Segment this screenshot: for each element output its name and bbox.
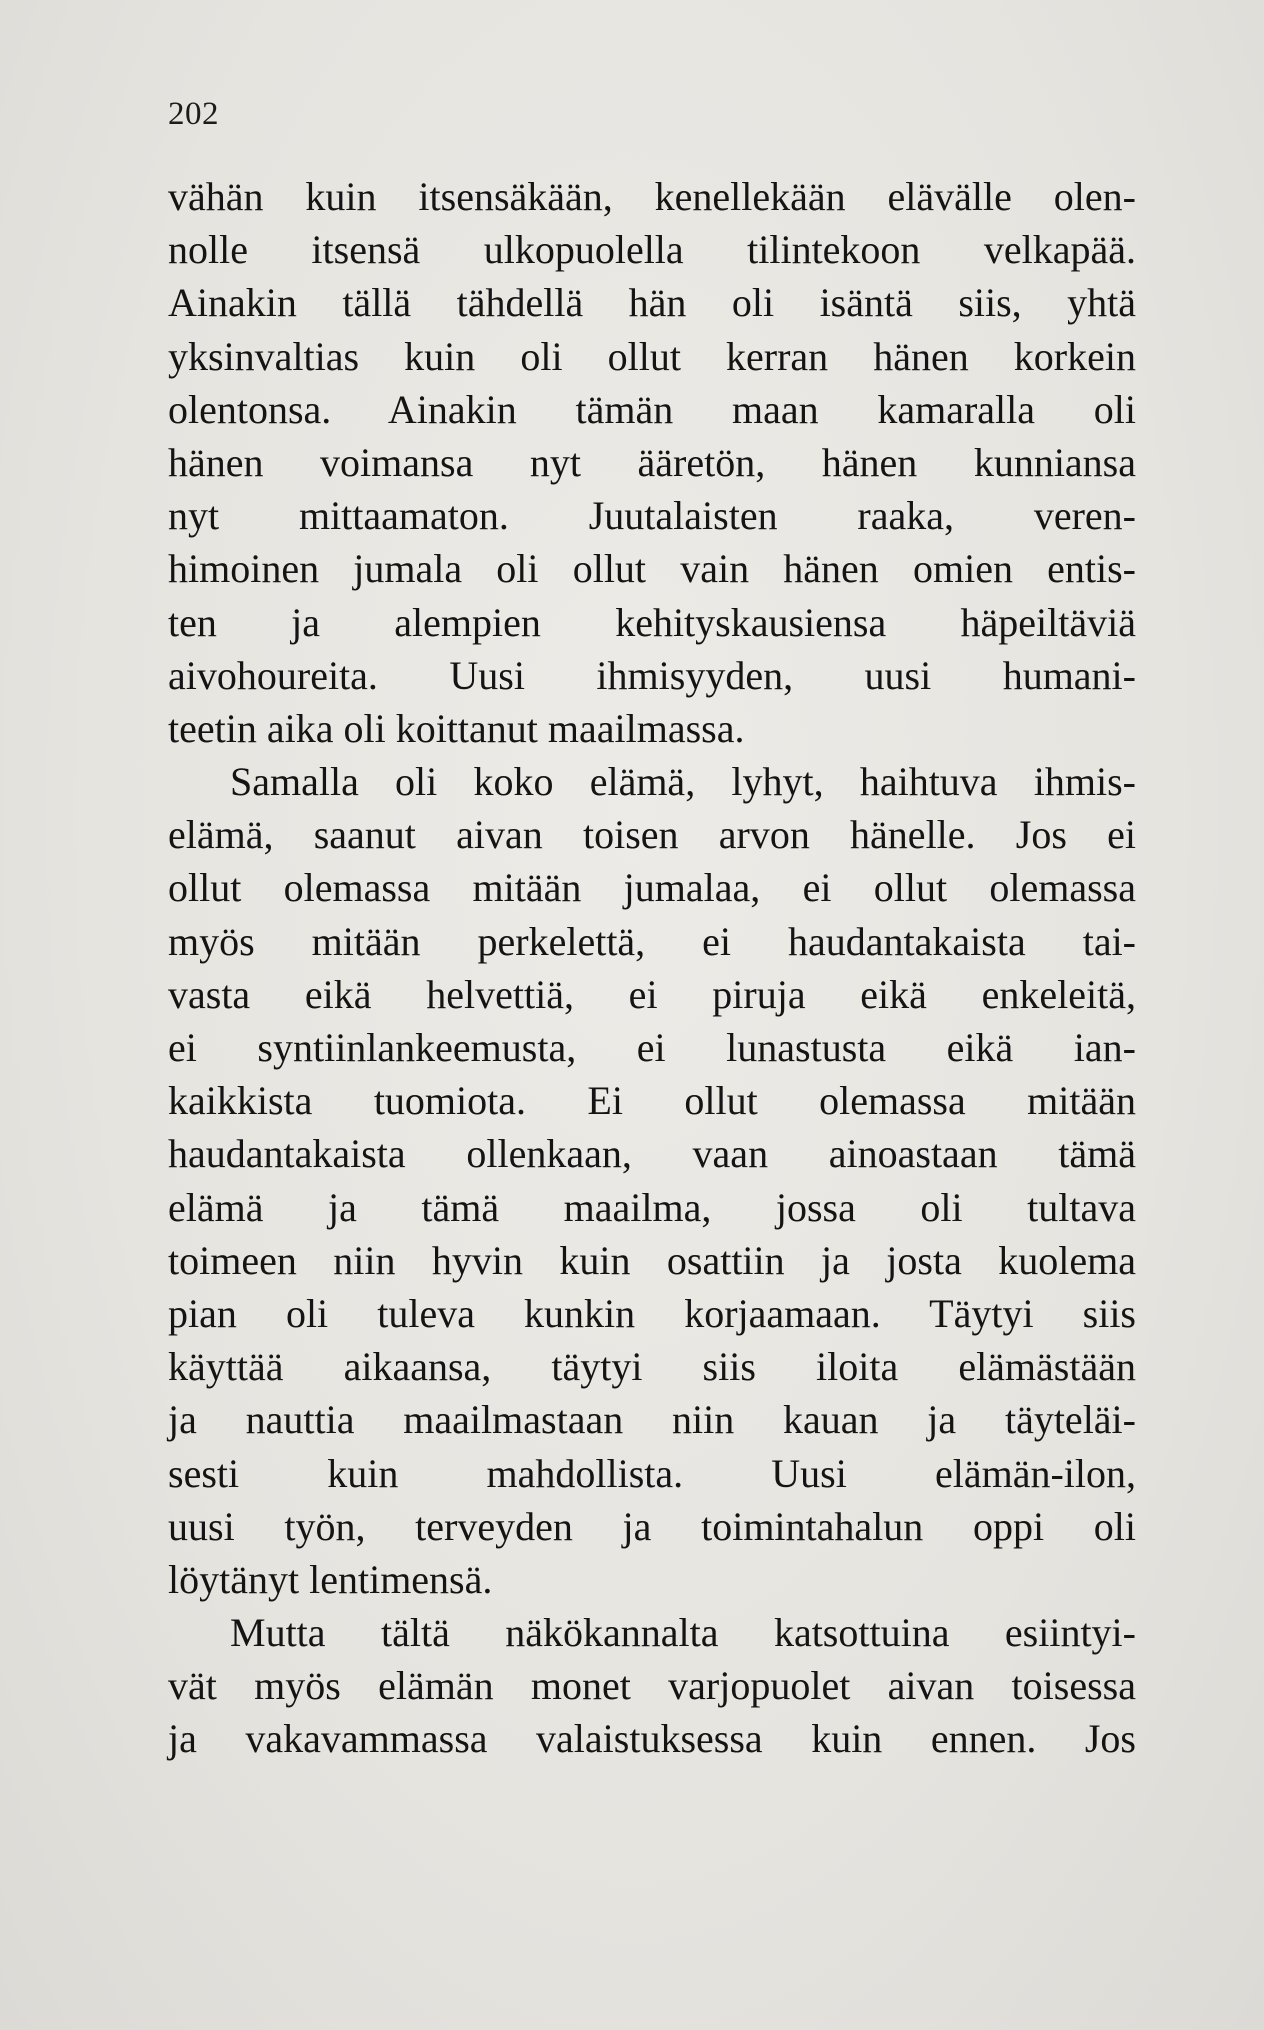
text-line: vät myös elämän monet varjopuolet aivan toisessa [168, 1663, 1136, 1709]
text-line: sesti kuin mahdollista. Uusi elämän-ilon, [168, 1450, 1136, 1496]
text-line: kaikkista tuomiota. Ei ollut olemassa mitään [168, 1078, 1136, 1124]
text-line: Mutta tältä näkökannalta katsottuina esiintyi- [230, 1610, 1136, 1656]
text-line: ja nauttia maailmastaan niin kauan ja täyteläi- [168, 1397, 1136, 1443]
text-line: nolle itsensä ulkopuolella tilintekoon velkapää. [168, 227, 1136, 273]
paragraph [168, 1606, 1136, 1766]
text-line: ja vakavammassa valaistuksessa kuin ennen. Jos [168, 1716, 1136, 1762]
text-line: aivohoureita. Uusi ihmisyyden, uusi humani- [168, 652, 1136, 698]
text-line: myös mitään perkelettä, ei haudantakaista tai- [168, 918, 1136, 964]
text-line: ollut olemassa mitään jumalaa, ei ollut olemassa [168, 865, 1136, 911]
text-line: Samalla oli koko elämä, lyhyt, haihtuva ihmis- [230, 759, 1136, 805]
text-line: himoinen jumala oli ollut vain hänen omien entis- [168, 546, 1136, 592]
text-line: yksinvaltias kuin oli ollut kerran hänen korkein [168, 333, 1136, 379]
text-line: elämä, saanut aivan toisen arvon hänelle. Jos ei [168, 812, 1136, 858]
text-line: ei syntiinlankeemusta, ei lunastusta eikä ian- [168, 1025, 1136, 1070]
text-line: haudantakaista ollenkaan, vaan ainoastaan tämä [168, 1131, 1136, 1177]
text-line: olentonsa. Ainakin tämän maan kamaralla oli [168, 386, 1136, 432]
text-line: hänen voimansa nyt ääretön, hänen kunniansa [168, 439, 1136, 485]
paragraph [168, 170, 1136, 755]
paragraph [168, 755, 1136, 1606]
text-line: nyt mittaamaton. Juutalaisten raaka, veren- [168, 493, 1136, 539]
page-number: 202 [168, 96, 219, 132]
text-line: toimeen niin hyvin kuin osattiin ja josta kuolema [168, 1237, 1136, 1283]
text-line: Ainakin tällä tähdellä hän oli isäntä siis, yhtä [168, 280, 1136, 326]
text-line: teetin aika oli koittanut maailmassa. [168, 705, 745, 751]
text-line: uusi työn, terveyden ja toimintahalun oppi oli [168, 1503, 1136, 1549]
text-line: pian oli tuleva kunkin korjaamaan. Täytyi siis [168, 1290, 1136, 1336]
text-line: vasta eikä helvettiä, ei piruja eikä enkeleitä, [168, 971, 1136, 1017]
text-line: löytänyt lentimensä. [168, 1556, 493, 1602]
text-line: elämä ja tämä maailma, jossa oli tultava [168, 1184, 1136, 1230]
text-line: ten ja alempien kehityskausiensa häpeiltäviä [168, 599, 1136, 645]
body-text [168, 170, 1136, 1766]
text-line: vähän kuin itsensäkään, kenellekään elävälle olen- [168, 174, 1136, 219]
text-line: käyttää aikaansa, täytyi siis iloita elämästään [168, 1344, 1136, 1390]
